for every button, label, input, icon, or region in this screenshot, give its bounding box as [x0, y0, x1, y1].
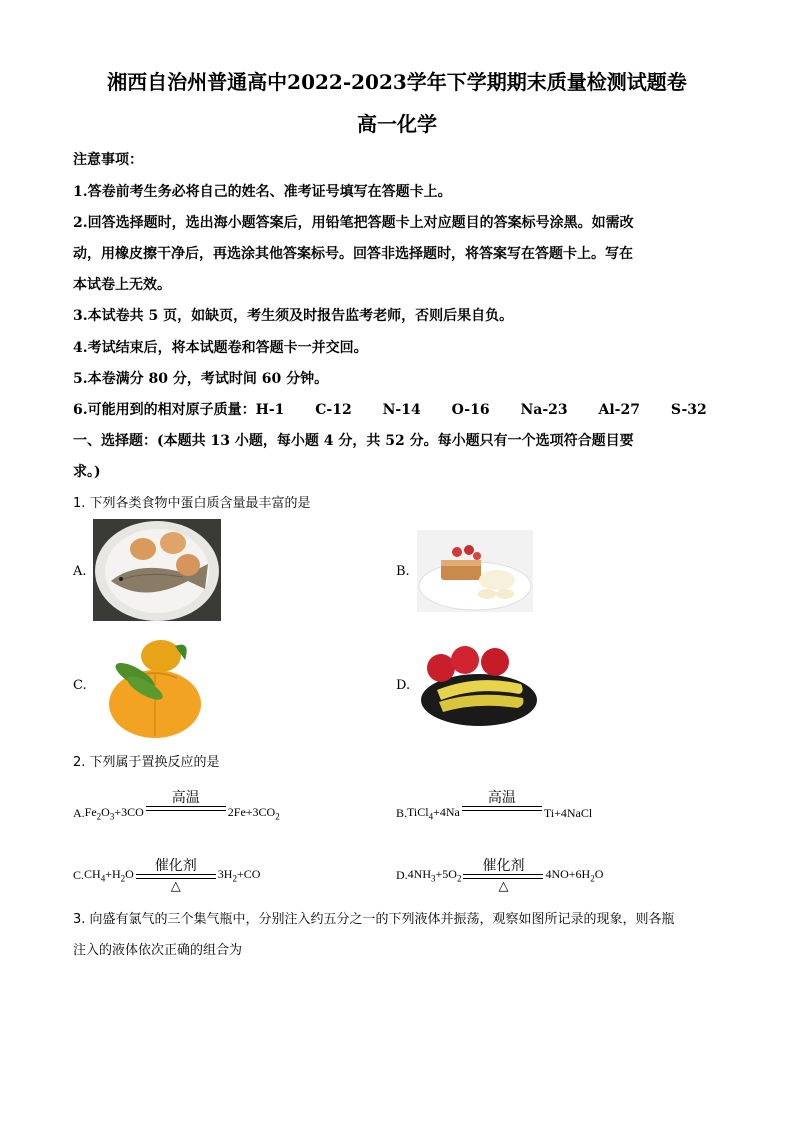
q1-option-b-label: B. — [396, 564, 410, 579]
q1-stem: 1. 下列各类食物中蛋白质含量最丰富的是 — [73, 496, 311, 511]
q2-b-condition: 高温 — [487, 790, 516, 806]
egg-icon — [130, 538, 156, 560]
q1-option-d-label: D. — [396, 678, 411, 693]
note-4: 4.考试结束后，将本试题卷和答题卡一并交回。 — [73, 340, 368, 356]
mass-c: C-12 — [315, 402, 352, 418]
q1-option-d-image — [417, 644, 539, 730]
mass-n: N-14 — [382, 402, 421, 418]
q1-option-c-label: C. — [73, 678, 87, 693]
heat-symbol: △ — [498, 878, 509, 893]
apple-icon — [427, 654, 455, 682]
note-2-line2: 动，用橡皮擦干净后，再选涂其他答案标号。回答非选择题时，将答案写在答题卡上。写在 — [73, 246, 633, 262]
q1-option-a-label: A. — [73, 564, 87, 579]
q2-option-c: C. $CH_4+H_2O$ 催化剂 △ $3H_2+CO$ — [73, 858, 261, 893]
section-heading-line2: 求。) — [73, 464, 101, 480]
mass-al: Al-27 — [598, 402, 640, 418]
exam-title: 湘西自治州普通高中2022-2023学年下学期期末质量检测试题卷 — [107, 70, 687, 94]
notes-heading: 注意事项： — [73, 152, 143, 168]
mass-s: S-32 — [670, 402, 707, 418]
mass-na: Na-23 — [520, 402, 568, 418]
q3-stem-line2: 注入的液体依次正确的组合为 — [73, 943, 243, 958]
heat-symbol: △ — [170, 878, 181, 893]
note-1: 1.答卷前考生务必将自己的姓名、准考证号填写在答题卡上。 — [73, 184, 452, 200]
note-5: 5.本卷满分 80 分，考试时间 60 分钟。 — [73, 371, 329, 387]
q3-stem-line1: 3. 向盛有氯气的三个集气瓶中，分别注入约五分之一的下列液体并振荡，观察如图所记录的现象，则各瓶 — [73, 912, 675, 927]
note-6-label: 6.可能用到的相对原子质量：H-1 — [73, 402, 285, 418]
q1-option-a-image — [93, 519, 221, 621]
note-3: 3.本试卷共 5 页，如缺页，考生须及时报告监考老师，否则后果自负。 — [73, 308, 514, 324]
note-2-line3: 本试卷上无效。 — [73, 277, 171, 293]
section-heading-line1: 一、选择题：(本题共 13 小题，每小题 4 分，共 52 分。每小题只有一个选项符合题目要 — [73, 433, 634, 449]
q2-c-condition: 催化剂 — [154, 858, 197, 874]
q1-option-b-image — [417, 530, 533, 612]
q2-a-condition: 高温 — [171, 790, 200, 806]
q2-stem: 2. 下列属于置换反应的是 — [73, 755, 220, 770]
q2-option-b-label: B. — [396, 806, 408, 820]
note-6 — [73, 401, 728, 419]
q2-option-a: A. $Fe_2O_3+3CO$ 高温 $2Fe+3CO_2$ — [73, 790, 280, 822]
q2-option-d: D. $4NH_3+5O_2$ 催化剂 △ $4NO+6H_2O$ — [396, 858, 604, 893]
q2-option-d-label: D. — [396, 868, 408, 882]
note-2-line1: 2.回答选择题时，选出海小题答案后，用铅笔把答题卡上对应题目的答案标号涂黑。如需改 — [73, 215, 634, 231]
q1-option-c-image — [93, 628, 217, 740]
exam-subtitle: 高一化学 — [357, 112, 437, 136]
q2-option-b: B. TiCl$_4$+4Na 高温 Ti+4NaCl — [396, 790, 593, 822]
q2-option-c-label: C. — [73, 868, 85, 882]
q2-d-condition: 催化剂 — [482, 858, 525, 874]
mass-o: O-16 — [451, 402, 490, 418]
q2-option-a-label: A. — [73, 806, 85, 820]
